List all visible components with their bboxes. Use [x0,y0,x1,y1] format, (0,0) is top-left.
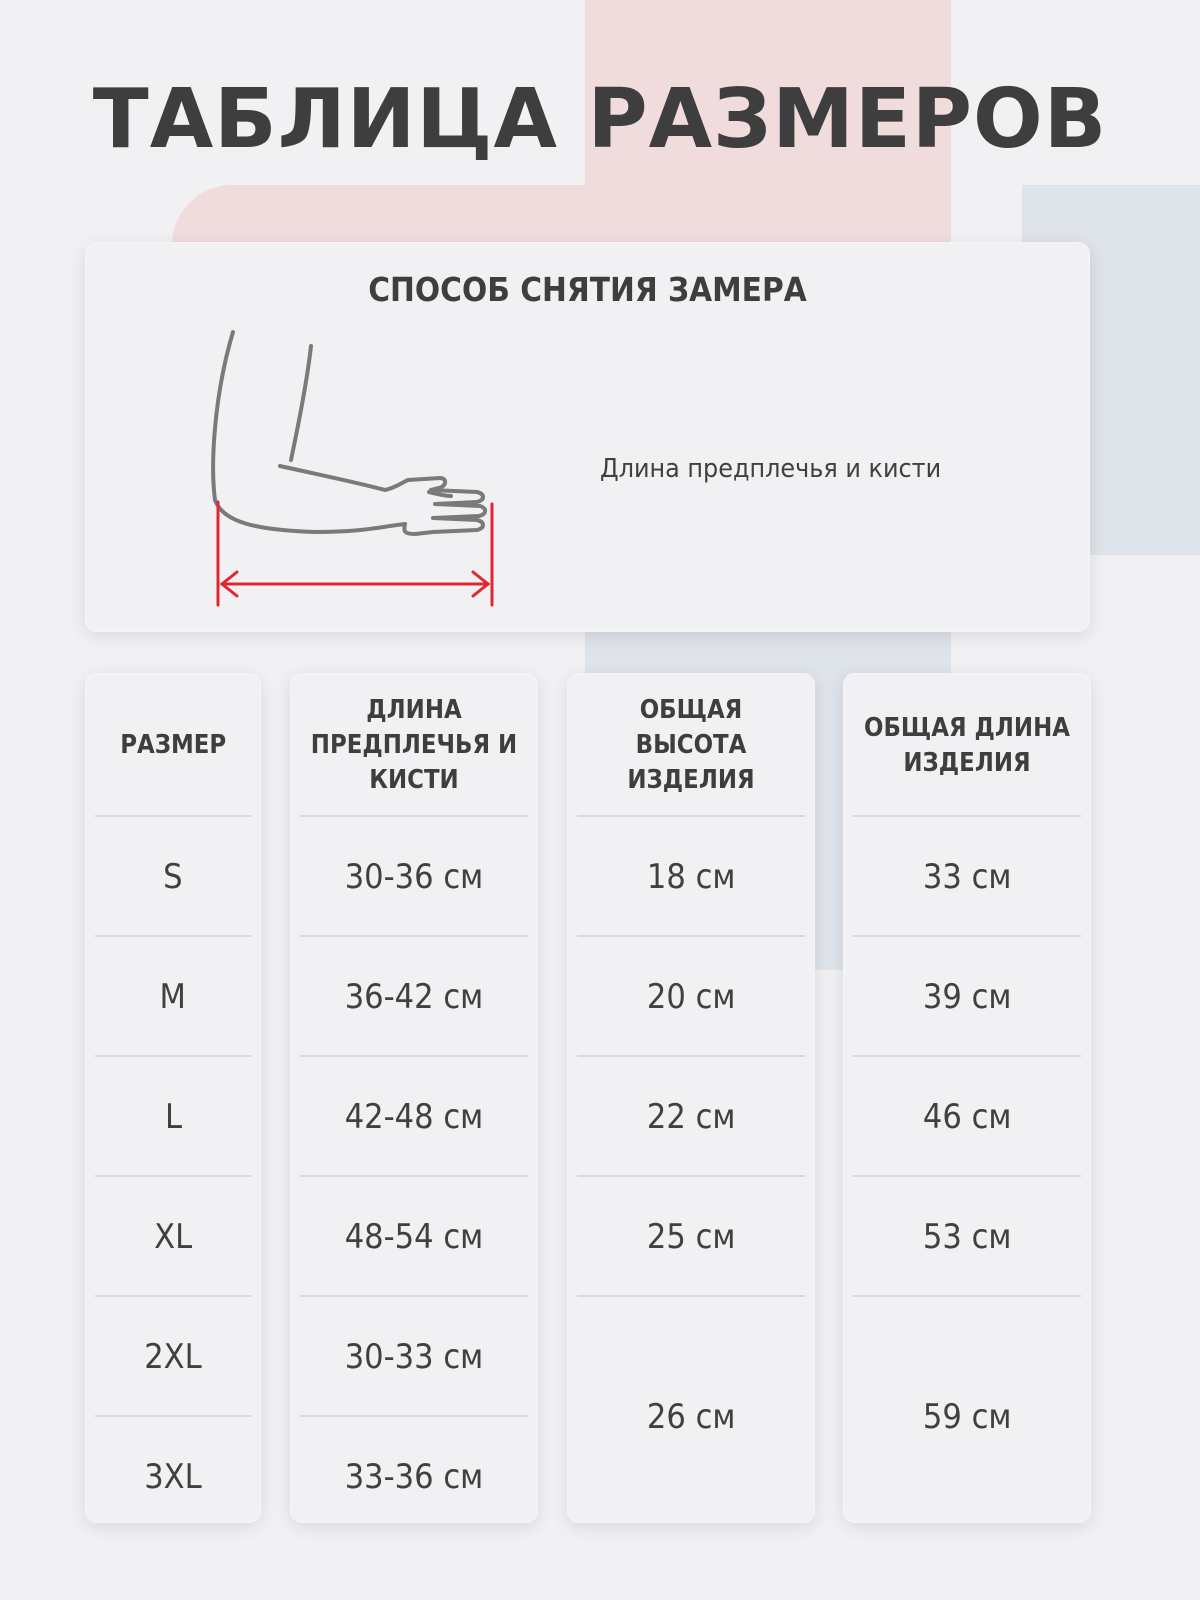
table-cell: 36-42 см [300,935,528,1057]
length-column [290,673,538,1523]
column-header: ОБЩАЯ ДЛИНА ИЗДЕЛИЯ [864,712,1070,778]
measurement-title: СПОСОБ СНЯТИЯ ЗАМЕРА [368,270,807,309]
page-title: ТАБЛИЦА РАЗМЕРОВ [92,72,1108,167]
table-cell: 39 см [853,935,1081,1057]
height-column [567,673,815,1523]
table-cell: 30-33 см [300,1295,528,1417]
table-cell: 59 см [853,1295,1081,1537]
column-header: ДЛИНА ПРЕДПЛЕЧЬЯ И КИСТИ [310,695,518,795]
table-cell: S [95,815,251,937]
table-cell: XL [95,1175,251,1297]
table-cell: 48-54 см [300,1175,528,1297]
table-cell: 22 см [577,1055,805,1177]
table-cell: 53 см [853,1175,1081,1297]
table-cell: 2XL [95,1295,251,1417]
table-cell: 20 см [577,935,805,1057]
table-cell: 42-48 см [300,1055,528,1177]
table-cell: 26 см [577,1295,805,1537]
table-cell: L [95,1055,251,1177]
table-cell: 30-36 см [300,815,528,937]
table-cell: 46 см [853,1055,1081,1177]
table-cell: 33-36 см [300,1415,528,1537]
column-header: ОБЩАЯ ВЫСОТА ИЗДЕЛИЯ [627,695,755,795]
table-cell: 18 см [577,815,805,937]
measurement-card [85,242,1090,632]
size-column [85,673,261,1523]
table-cell: 33 см [853,815,1081,937]
table-cell: 3XL [95,1415,251,1537]
column-header: РАЗМЕР [120,730,226,760]
arm-outline-icon [85,242,1090,632]
table-cell: M [95,935,251,1057]
table-cell: 25 см [577,1175,805,1297]
total-length-column [843,673,1091,1523]
measurement-caption: Длина предплечья и кисти [600,454,942,484]
